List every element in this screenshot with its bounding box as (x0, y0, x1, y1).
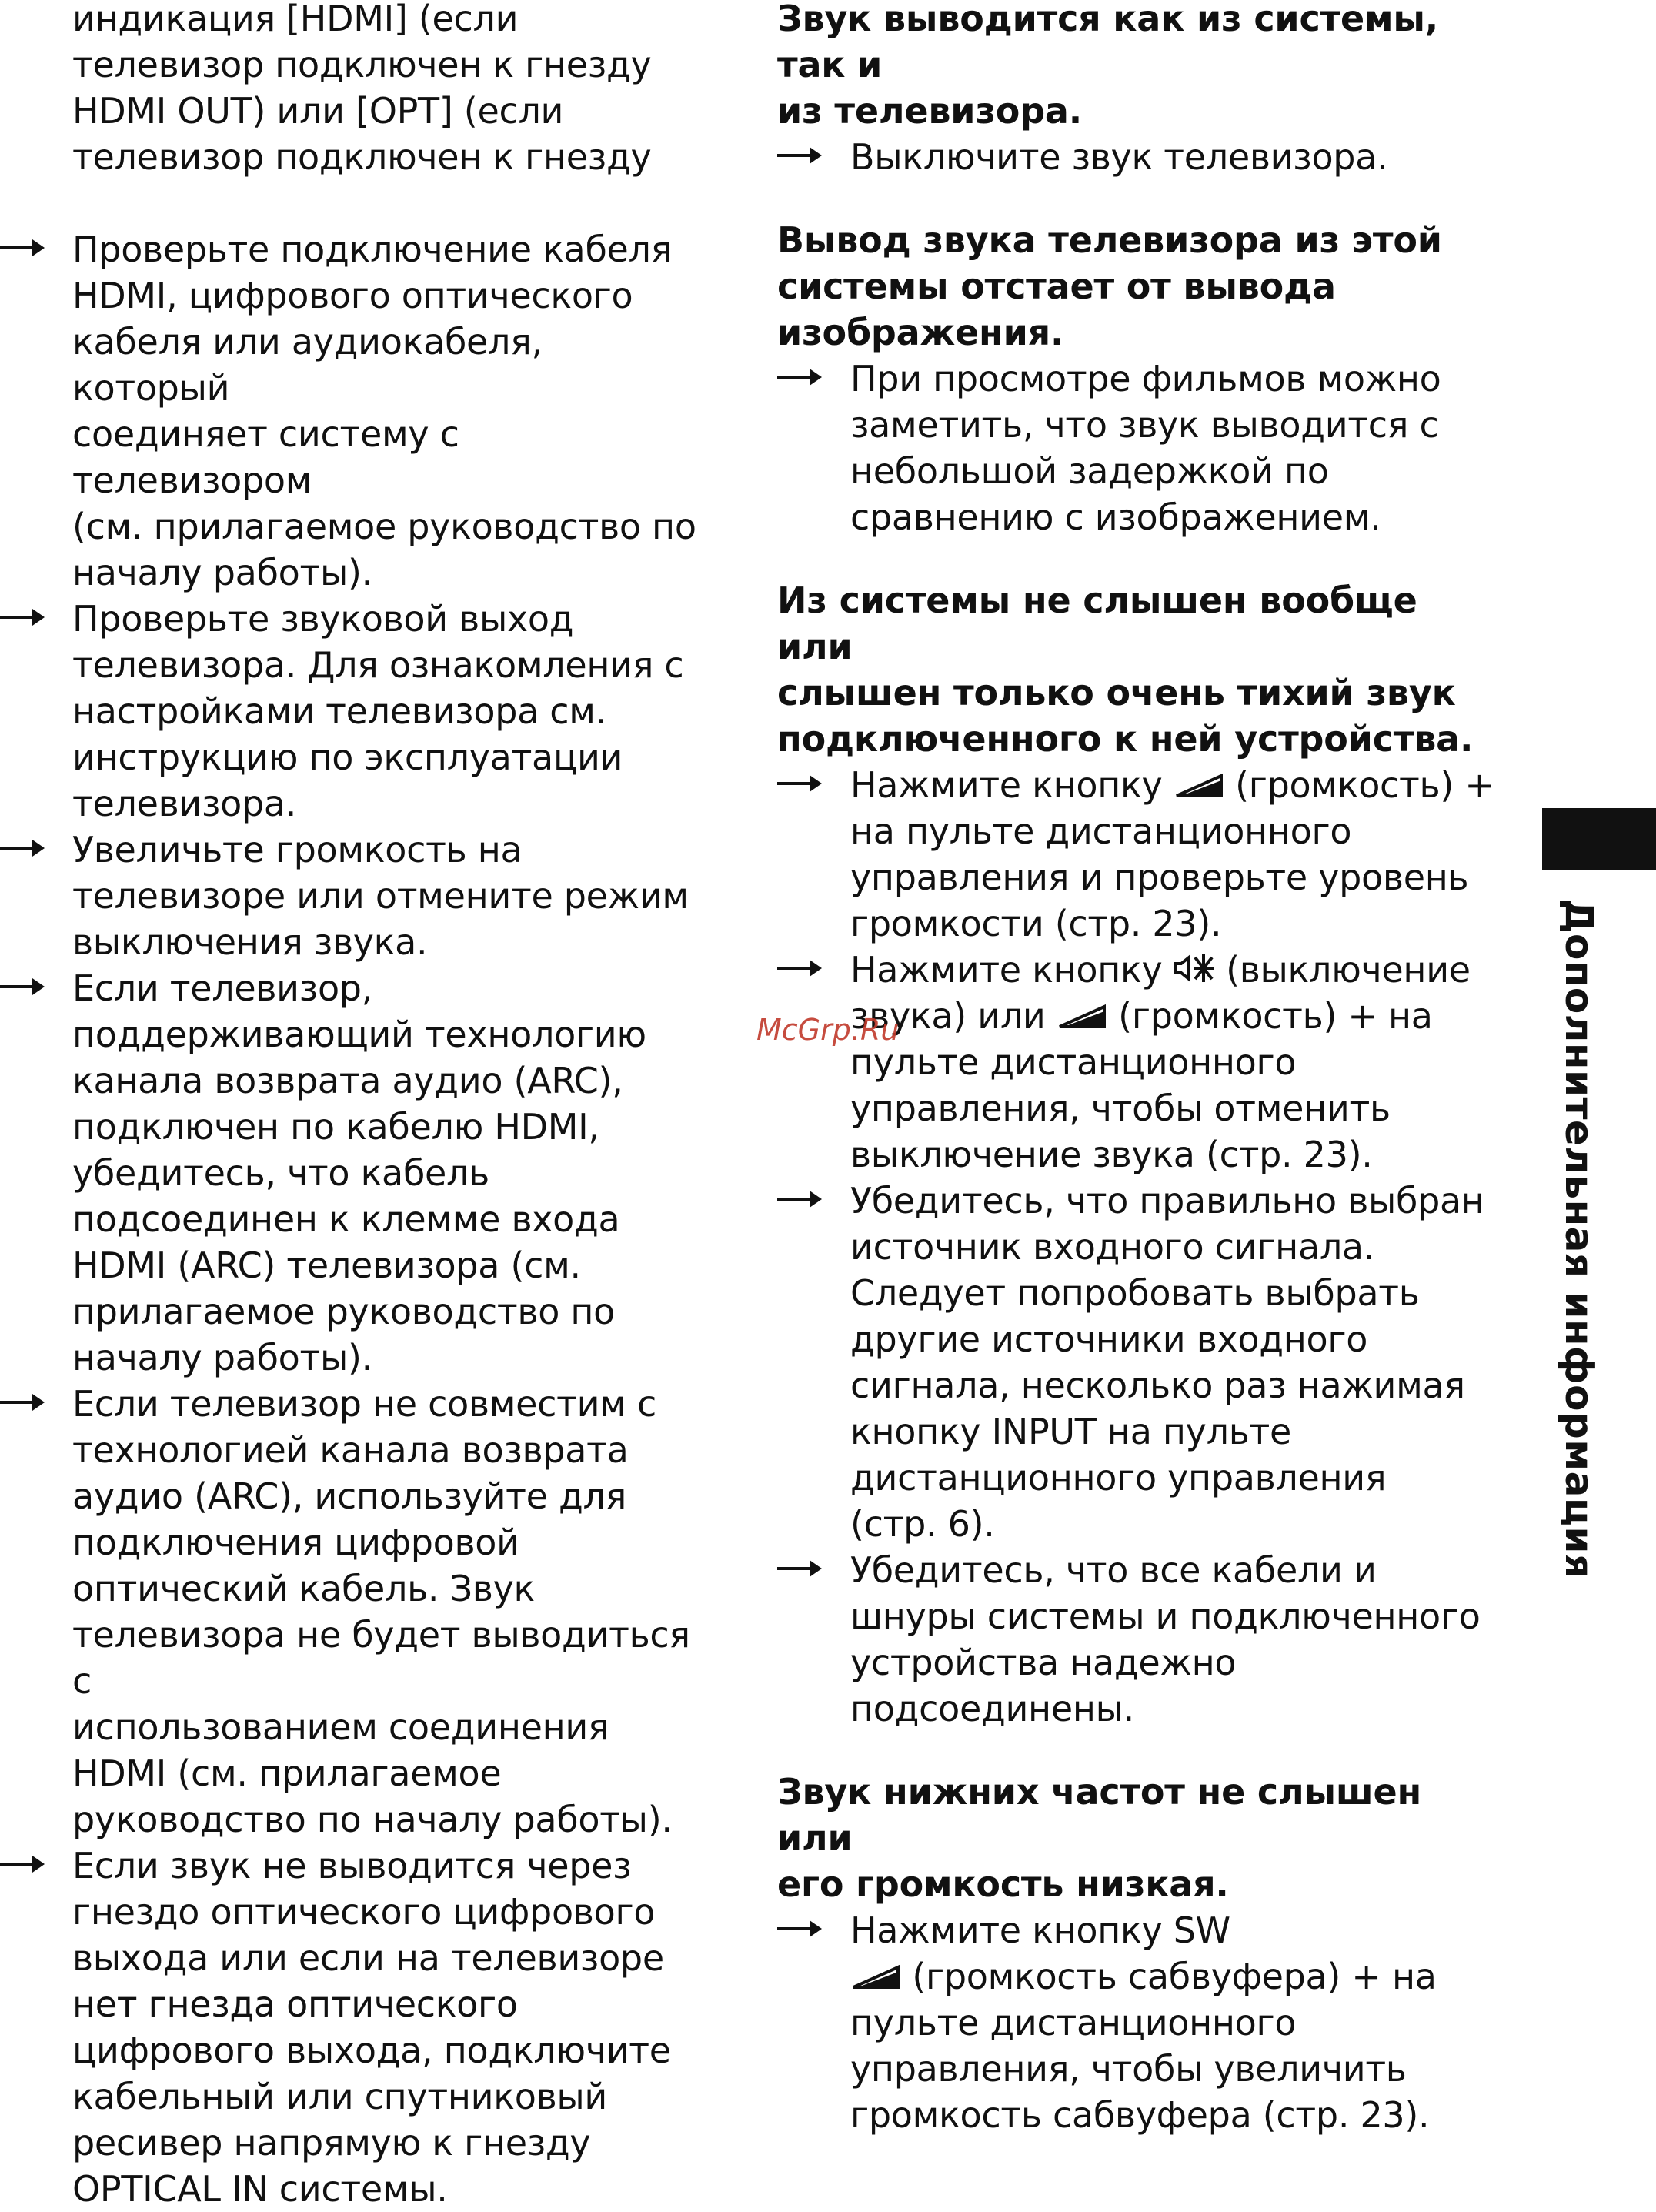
text-line: поддерживающий технологию (72, 1014, 646, 1055)
bullet-text (850, 356, 1501, 540)
arrow-right-icon (0, 847, 45, 850)
bullet-text (72, 1381, 708, 1843)
text-line: его громкость низкая. (777, 1863, 1229, 1905)
mute-icon (1174, 949, 1215, 991)
right-column (777, 0, 1501, 2175)
bullet-text (850, 1178, 1501, 1547)
text-line: индикация [HDMI] (если (72, 0, 519, 39)
arrow-right-icon (0, 1863, 45, 1866)
section-heading (777, 0, 1501, 134)
text-line: инструкцию по эксплуатации (72, 737, 623, 778)
bullet-text (72, 596, 708, 827)
text-line: Звук нижних частот не слышен или (777, 1771, 1422, 1859)
text-line: началу работы). (72, 552, 372, 593)
text-line: оптический кабель. Звук (72, 1568, 535, 1609)
bullet-text (72, 965, 708, 1381)
text-line: прилагаемое руководство по (72, 1291, 615, 1332)
section-tab-marker (1542, 808, 1656, 870)
text-line: из телевизора. (777, 90, 1083, 132)
text-line: выключения звука. (72, 921, 428, 963)
text-line: телевизор подключен к гнезду (72, 136, 652, 178)
bullet-item (0, 226, 708, 596)
text-line: началу работы). (72, 1337, 372, 1378)
bullet-text (72, 1843, 708, 2212)
text-line: цифрового выхода, подключите (72, 2030, 671, 2071)
text-line: HDMI, цифрового оптического (72, 275, 633, 316)
text-line: Из системы не слышен вообще или (777, 580, 1417, 667)
text-line: HDMI OUT) или [OPT] (если (72, 90, 564, 132)
text-line: ресивер напрямую к гнезду (72, 2122, 591, 2164)
arrow-right-icon (0, 246, 45, 249)
troubleshooting-section (777, 1769, 1501, 2138)
text-line: заметить, что звук выводится с (850, 404, 1439, 446)
text-line: HDMI (ARC) телевизора (см. (72, 1245, 581, 1286)
bullet-text (72, 226, 708, 596)
text-line: кнопку INPUT на пульте (850, 1411, 1292, 1452)
bullet-text (850, 1547, 1501, 1732)
volume-icon (850, 1956, 901, 1997)
text-line: Убедитесь, что все кабели и (850, 1549, 1377, 1591)
text-segment: выключение звука (стр. 23). (850, 1134, 1373, 1175)
bullet-item (777, 947, 1501, 1178)
text-segment: громкость сабвуфера (стр. 23). (850, 2094, 1430, 2136)
arrow-right-icon (0, 985, 45, 988)
text-line: телевизора не будет выводиться с (72, 1614, 690, 1702)
text-line: Выключите звук телевизора. (850, 136, 1388, 178)
text-segment: управления, чтобы отменить (850, 1088, 1391, 1129)
text-line: Увеличьте громкость на (72, 829, 523, 870)
text-line: Если телевизор, (72, 967, 373, 1009)
text-line: телевизора. Для ознакомления с (72, 644, 684, 686)
section-heading (777, 217, 1501, 356)
text-line: устройства надежно (850, 1642, 1237, 1683)
text-line: слышен только очень тихий звук (777, 672, 1456, 713)
troubleshooting-section (777, 0, 1501, 180)
arrow-right-icon (777, 154, 822, 157)
text-line: нет гнезда оптического (72, 1983, 518, 2025)
text-line: подсоединен к клемме входа (72, 1198, 620, 1240)
text-line: подключения цифровой (72, 1522, 519, 1563)
text-line: настройками телевизора см. (72, 690, 607, 732)
text-line: кабеля или аудиокабеля, который (72, 321, 543, 409)
text-segment: Нажмите кнопку (850, 764, 1174, 806)
left-column (0, 0, 708, 2212)
text-line: Проверьте подключение кабеля (72, 229, 672, 270)
text-segment: (громкость) + (1224, 764, 1494, 806)
text-segment: (выключение (1214, 949, 1471, 991)
text-line: руководство по началу работы). (72, 1799, 673, 1840)
text-line: использованием соединения (72, 1706, 609, 1748)
text-line: убедитесь, что кабель (72, 1152, 489, 1194)
text-line: небольшой задержкой по (850, 450, 1329, 492)
text-segment: Нажмите кнопку (850, 949, 1174, 991)
text-line: гнездо оптического цифрового (72, 1891, 656, 1933)
text-line: Следует попробовать выбрать (850, 1272, 1420, 1314)
bullet-text (850, 762, 1501, 947)
text-line: сигнала, несколько раз нажимая (850, 1365, 1465, 1406)
text-line: Убедитесь, что правильно выбран (850, 1180, 1484, 1221)
arrow-right-icon (777, 1567, 822, 1570)
text-line: HDMI (см. прилагаемое (72, 1753, 502, 1794)
bullet-item (777, 1907, 1501, 2138)
left-bullet-list (0, 226, 708, 2212)
arrow-right-icon (777, 376, 822, 379)
arrow-right-icon (777, 967, 822, 970)
text-line: аудио (ARC), используйте для (72, 1475, 626, 1517)
bullet-item (0, 596, 708, 827)
text-line: Вывод звука телевизора из этой (777, 219, 1442, 261)
text-line: технологией канала возврата (72, 1429, 629, 1471)
volume-icon (1174, 764, 1224, 806)
text-line: телевизоре или отмените режим (72, 875, 689, 917)
text-line: Если телевизор не совместим с (72, 1383, 656, 1425)
text-line: подключенного к ней устройства. (777, 718, 1474, 760)
text-line: (стр. 6). (850, 1503, 995, 1545)
text-segment: управления, чтобы увеличить (850, 2048, 1407, 2090)
text-line: кабельный или спутниковый (72, 2076, 607, 2117)
bullet-item (777, 134, 1501, 180)
text-line: При просмотре фильмов можно (850, 358, 1441, 399)
text-line: телевизор подключен к гнезду (72, 44, 652, 85)
text-line: Если звук не выводится через (72, 1845, 632, 1886)
text-segment: пульте дистанционного (850, 1041, 1297, 1083)
text-line: телевизора. (72, 783, 297, 824)
arrow-right-icon (0, 616, 45, 619)
text-line: источник входного сигнала. (850, 1226, 1375, 1268)
troubleshooting-section (777, 217, 1501, 540)
side-tab-label: Дополнительная информация (1557, 899, 1601, 1579)
arrow-right-icon (777, 1927, 822, 1930)
arrow-right-icon (0, 1401, 45, 1404)
text-segment: звука) или (850, 995, 1057, 1037)
watermark: McGrp.Ru (756, 1013, 900, 1047)
bullet-text (850, 134, 1501, 180)
bullet-item (0, 1843, 708, 2212)
section-heading (777, 577, 1501, 762)
text-segment: (громкость) + на (1107, 995, 1433, 1037)
text-segment: Нажмите кнопку SW (850, 1910, 1230, 1951)
bullet-text (72, 827, 708, 965)
text-line: дистанционного управления (850, 1457, 1387, 1499)
text-line: канала возврата аудио (ARC), (72, 1060, 623, 1101)
text-segment: управления и проверьте уровень (850, 857, 1469, 898)
text-line: OPTICAL IN системы. (72, 2168, 448, 2210)
section-heading (777, 1769, 1501, 1907)
text-line: подключен по кабелю HDMI, (72, 1106, 599, 1148)
intro-paragraph (0, 0, 708, 180)
text-line: другие источники входного (850, 1318, 1368, 1360)
text-line: выхода или если на телевизоре (72, 1937, 664, 1979)
text-line: изображения. (777, 312, 1064, 353)
text-segment: (громкость сабвуфера) + на (901, 1956, 1437, 1997)
bullet-item (0, 1381, 708, 1843)
arrow-right-icon (777, 1198, 822, 1201)
bullet-text (850, 1907, 1501, 2138)
text-line: Проверьте звуковой выход (72, 598, 574, 640)
text-line: соединяет систему с телевизором (72, 413, 459, 501)
bullet-text (850, 947, 1501, 1178)
text-line: системы отстает от вывода (777, 266, 1336, 307)
text-segment: громкости (стр. 23). (850, 903, 1222, 944)
text-line: (см. прилагаемое руководство по (72, 506, 696, 547)
bullet-item (777, 762, 1501, 947)
bullet-item (777, 356, 1501, 540)
text-line: подсоединены. (850, 1688, 1134, 1729)
volume-icon (1057, 995, 1107, 1037)
bullet-item (0, 965, 708, 1381)
bullet-item (777, 1547, 1501, 1732)
text-line: сравнению с изображением. (850, 496, 1381, 538)
text-segment: пульте дистанционного (850, 2002, 1297, 2043)
text-line: шнуры системы и подключенного (850, 1596, 1481, 1637)
bullet-item (0, 827, 708, 965)
troubleshooting-section (777, 577, 1501, 1732)
bullet-item (777, 1178, 1501, 1547)
text-line: Звук выводится как из системы, так и (777, 0, 1439, 85)
text-segment: на пульте дистанционного (850, 810, 1352, 852)
arrow-right-icon (777, 782, 822, 785)
